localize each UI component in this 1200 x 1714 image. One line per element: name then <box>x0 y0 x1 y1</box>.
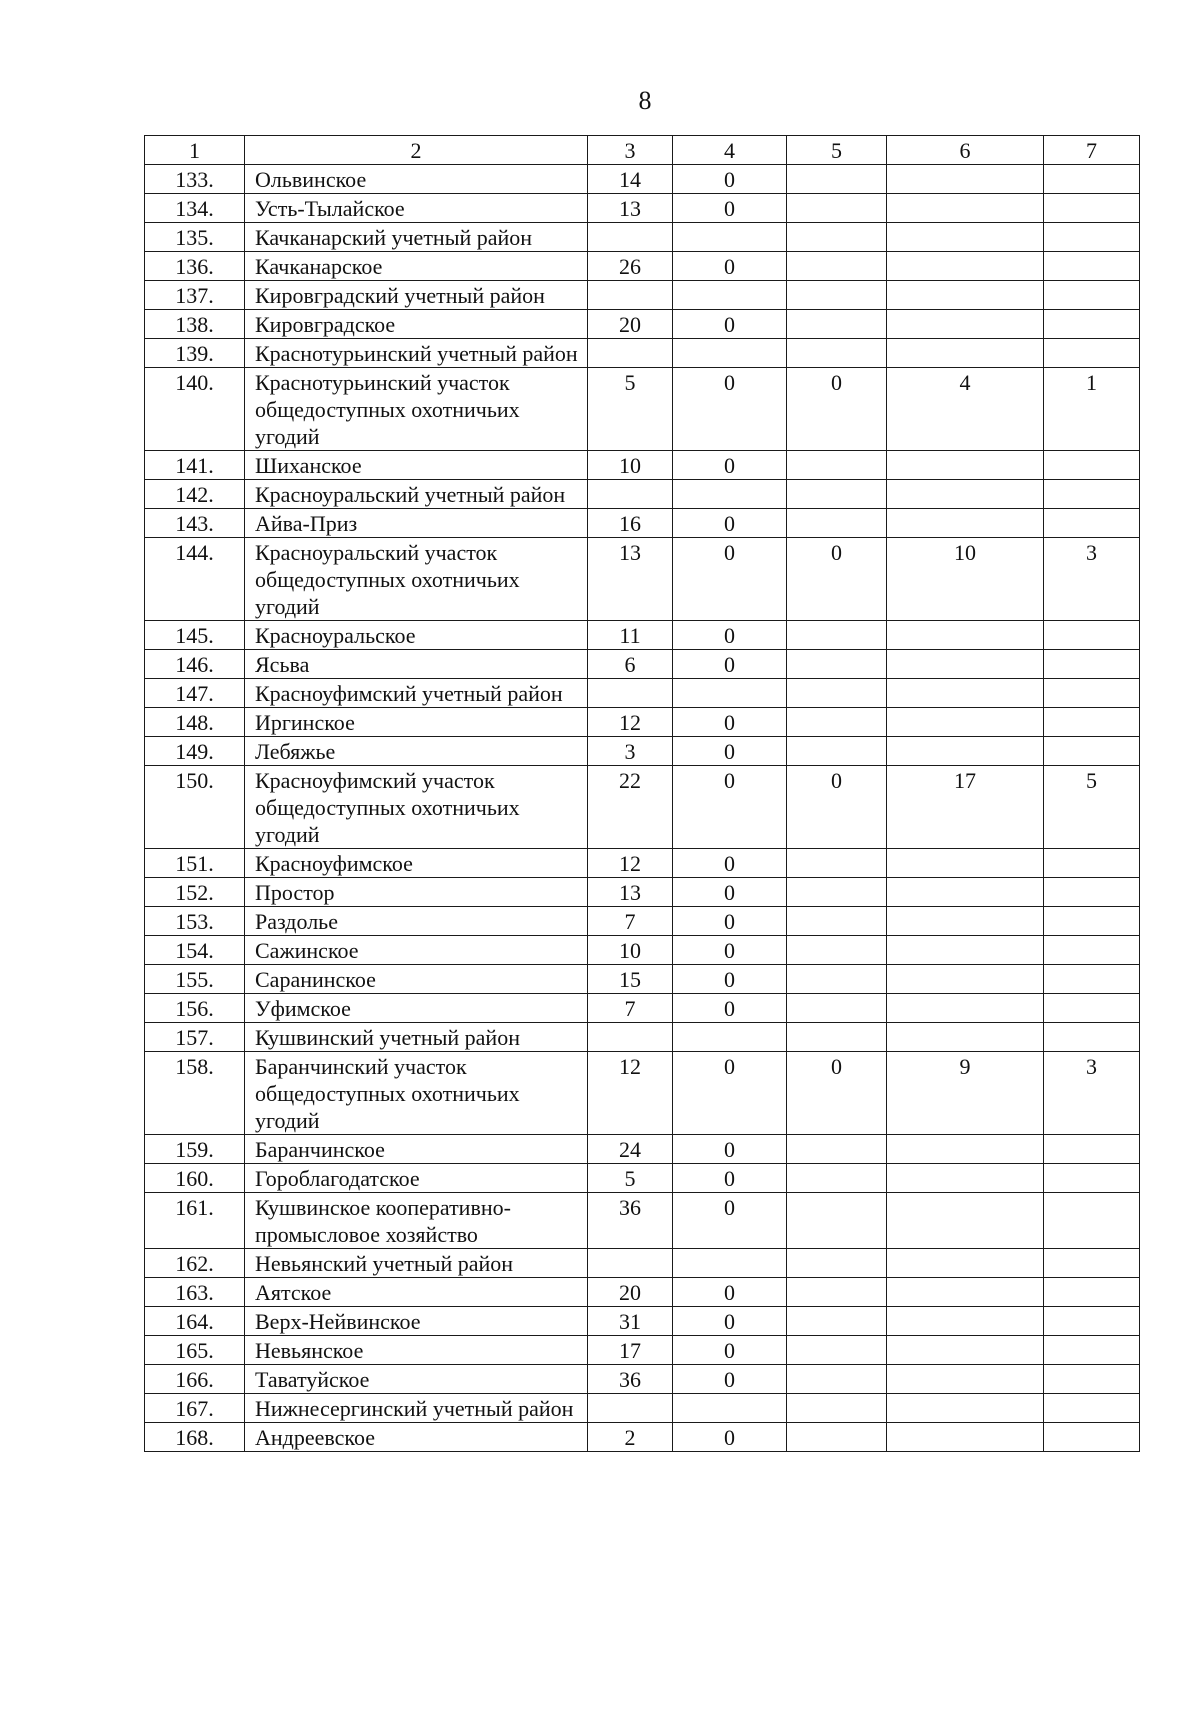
value-cell-col7 <box>1044 165 1140 194</box>
value-cell-col4 <box>673 281 787 310</box>
value-cell-col7 <box>1044 1307 1140 1336</box>
value-cell-col3: 36 <box>588 1193 673 1249</box>
table-row <box>145 878 1140 907</box>
value-cell-col4: 0 <box>673 907 787 936</box>
row-number-cell: 145. <box>145 621 245 650</box>
row-number-cell: 165. <box>145 1336 245 1365</box>
table-row <box>145 965 1140 994</box>
value-cell-col5 <box>787 621 887 650</box>
value-cell-col6 <box>887 1023 1044 1052</box>
value-cell-col7 <box>1044 1423 1140 1452</box>
row-number-cell: 137. <box>145 281 245 310</box>
value-cell-col5 <box>787 849 887 878</box>
table-row <box>145 1278 1140 1307</box>
value-cell-col6 <box>887 1307 1044 1336</box>
table-row <box>145 936 1140 965</box>
value-cell-col7 <box>1044 621 1140 650</box>
area-name-cell: Красноуфимское <box>245 849 588 878</box>
value-cell-col6: 4 <box>887 368 1044 451</box>
column-header: 7 <box>1044 136 1140 165</box>
value-cell-col7 <box>1044 708 1140 737</box>
row-number-cell: 158. <box>145 1052 245 1135</box>
area-name-cell: Гороблагодатское <box>245 1164 588 1193</box>
value-cell-col5 <box>787 650 887 679</box>
value-cell-col7: 3 <box>1044 538 1140 621</box>
table-row <box>145 1336 1140 1365</box>
row-number-cell: 141. <box>145 451 245 480</box>
area-name-cell: Кировградский учетный район <box>245 281 588 310</box>
value-cell-col7 <box>1044 965 1140 994</box>
value-cell-col4: 0 <box>673 252 787 281</box>
area-name-cell: Качканарский учетный район <box>245 223 588 252</box>
value-cell-col5 <box>787 907 887 936</box>
value-cell-col7 <box>1044 1336 1140 1365</box>
row-number-cell: 161. <box>145 1193 245 1249</box>
row-number-cell: 144. <box>145 538 245 621</box>
table-row <box>145 849 1140 878</box>
value-cell-col7 <box>1044 194 1140 223</box>
value-cell-col3 <box>588 679 673 708</box>
row-number-cell: 167. <box>145 1394 245 1423</box>
row-number-cell: 143. <box>145 509 245 538</box>
row-number-cell: 138. <box>145 310 245 339</box>
table-row <box>145 679 1140 708</box>
value-cell-col4: 0 <box>673 1278 787 1307</box>
value-cell-col7 <box>1044 907 1140 936</box>
value-cell-col3 <box>588 1023 673 1052</box>
row-number-cell: 156. <box>145 994 245 1023</box>
row-number-cell: 135. <box>145 223 245 252</box>
table-row <box>145 538 1140 621</box>
value-cell-col5 <box>787 509 887 538</box>
value-cell-col6 <box>887 621 1044 650</box>
value-cell-col5 <box>787 878 887 907</box>
value-cell-col6 <box>887 994 1044 1023</box>
row-number-cell: 136. <box>145 252 245 281</box>
row-number-cell: 154. <box>145 936 245 965</box>
value-cell-col4: 0 <box>673 1135 787 1164</box>
value-cell-col6 <box>887 1193 1044 1249</box>
value-cell-col3: 12 <box>588 1052 673 1135</box>
value-cell-col7 <box>1044 737 1140 766</box>
value-cell-col3: 16 <box>588 509 673 538</box>
table-row <box>145 310 1140 339</box>
row-number-cell: 160. <box>145 1164 245 1193</box>
value-cell-col6: 10 <box>887 538 1044 621</box>
value-cell-col4: 0 <box>673 165 787 194</box>
table-row <box>145 708 1140 737</box>
value-cell-col3: 17 <box>588 1336 673 1365</box>
value-cell-col3: 24 <box>588 1135 673 1164</box>
area-name-cell: Верх-Нейвинское <box>245 1307 588 1336</box>
value-cell-col5 <box>787 339 887 368</box>
area-name-cell: Иргинское <box>245 708 588 737</box>
table-row <box>145 650 1140 679</box>
value-cell-col4: 0 <box>673 1164 787 1193</box>
value-cell-col6 <box>887 252 1044 281</box>
value-cell-col6: 9 <box>887 1052 1044 1135</box>
value-cell-col4: 0 <box>673 766 787 849</box>
table-row <box>145 907 1140 936</box>
area-name-cell: Шиханское <box>245 451 588 480</box>
area-name-cell: Аятское <box>245 1278 588 1307</box>
value-cell-col5 <box>787 1249 887 1278</box>
area-name-cell: Кушвинский учетный район <box>245 1023 588 1052</box>
value-cell-col3 <box>588 339 673 368</box>
value-cell-col5 <box>787 310 887 339</box>
value-cell-col7 <box>1044 509 1140 538</box>
value-cell-col6 <box>887 223 1044 252</box>
value-cell-col4 <box>673 223 787 252</box>
row-number-cell: 153. <box>145 907 245 936</box>
row-number-cell: 147. <box>145 679 245 708</box>
value-cell-col4: 0 <box>673 936 787 965</box>
value-cell-col5: 0 <box>787 538 887 621</box>
value-cell-col3: 12 <box>588 708 673 737</box>
value-cell-col6 <box>887 480 1044 509</box>
area-name-cell: Уфимское <box>245 994 588 1023</box>
value-cell-col5 <box>787 737 887 766</box>
table-row <box>145 223 1140 252</box>
area-name-cell: Нижнесергинский учетный район <box>245 1394 588 1423</box>
value-cell-col4: 0 <box>673 737 787 766</box>
row-number-cell: 159. <box>145 1135 245 1164</box>
value-cell-col6 <box>887 1394 1044 1423</box>
value-cell-col7 <box>1044 1164 1140 1193</box>
value-cell-col5 <box>787 1193 887 1249</box>
value-cell-col7 <box>1044 994 1140 1023</box>
value-cell-col7 <box>1044 480 1140 509</box>
column-header: 2 <box>245 136 588 165</box>
value-cell-col5: 0 <box>787 1052 887 1135</box>
value-cell-col7: 3 <box>1044 1052 1140 1135</box>
value-cell-col5 <box>787 708 887 737</box>
area-name-cell: Кушвинское кооперативно-промысловое хозяйство <box>245 1193 588 1249</box>
value-cell-col4 <box>673 1249 787 1278</box>
value-cell-col7 <box>1044 849 1140 878</box>
area-name-cell: Простор <box>245 878 588 907</box>
value-cell-col6 <box>887 281 1044 310</box>
value-cell-col6 <box>887 451 1044 480</box>
value-cell-col3 <box>588 1394 673 1423</box>
value-cell-col6 <box>887 1336 1044 1365</box>
table-row <box>145 1249 1140 1278</box>
value-cell-col4: 0 <box>673 1052 787 1135</box>
value-cell-col4: 0 <box>673 310 787 339</box>
row-number-cell: 134. <box>145 194 245 223</box>
area-name-cell: Красноуфимский участок общедоступных охотничьих угодий <box>245 766 588 849</box>
value-cell-col3: 13 <box>588 538 673 621</box>
table-row <box>145 1164 1140 1193</box>
value-cell-col5 <box>787 994 887 1023</box>
row-number-cell: 150. <box>145 766 245 849</box>
value-cell-col4: 0 <box>673 650 787 679</box>
value-cell-col5 <box>787 252 887 281</box>
value-cell-col6: 17 <box>887 766 1044 849</box>
row-number-cell: 162. <box>145 1249 245 1278</box>
row-number-cell: 168. <box>145 1423 245 1452</box>
area-name-cell: Баранчинский участок общедоступных охотничьих угодий <box>245 1052 588 1135</box>
value-cell-col3: 15 <box>588 965 673 994</box>
value-cell-col6 <box>887 1423 1044 1452</box>
area-name-cell: Раздолье <box>245 907 588 936</box>
value-cell-col7 <box>1044 310 1140 339</box>
area-name-cell: Ясьва <box>245 650 588 679</box>
table-row <box>145 994 1140 1023</box>
table-row <box>145 252 1140 281</box>
row-number-cell: 142. <box>145 480 245 509</box>
table-row <box>145 281 1140 310</box>
value-cell-col4 <box>673 480 787 509</box>
value-cell-col7 <box>1044 252 1140 281</box>
page-number: 8 <box>638 86 652 115</box>
area-name-cell: Кировградское <box>245 310 588 339</box>
value-cell-col7: 5 <box>1044 766 1140 849</box>
value-cell-col4: 0 <box>673 1423 787 1452</box>
value-cell-col7 <box>1044 281 1140 310</box>
value-cell-col6 <box>887 1135 1044 1164</box>
table-row <box>145 1394 1140 1423</box>
table-row <box>145 1365 1140 1394</box>
value-cell-col5 <box>787 1278 887 1307</box>
table-row <box>145 1052 1140 1135</box>
value-cell-col7 <box>1044 679 1140 708</box>
value-cell-col7 <box>1044 1193 1140 1249</box>
table-row <box>145 1023 1140 1052</box>
value-cell-col4: 0 <box>673 621 787 650</box>
table-row <box>145 1135 1140 1164</box>
value-cell-col5 <box>787 1023 887 1052</box>
area-name-cell: Красноуральский учетный район <box>245 480 588 509</box>
value-cell-col7 <box>1044 878 1140 907</box>
table-row <box>145 1193 1140 1249</box>
value-cell-col5 <box>787 1394 887 1423</box>
value-cell-col3: 10 <box>588 936 673 965</box>
value-cell-col4: 0 <box>673 1365 787 1394</box>
area-name-cell: Невьянский учетный район <box>245 1249 588 1278</box>
value-cell-col5 <box>787 1135 887 1164</box>
table-row <box>145 451 1140 480</box>
value-cell-col4: 0 <box>673 994 787 1023</box>
value-cell-col3 <box>588 223 673 252</box>
value-cell-col6 <box>887 965 1044 994</box>
value-cell-col3 <box>588 281 673 310</box>
value-cell-col7 <box>1044 1249 1140 1278</box>
row-number-cell: 163. <box>145 1278 245 1307</box>
value-cell-col7 <box>1044 1135 1140 1164</box>
hunting-grounds-table <box>144 135 1140 1452</box>
area-name-cell: Красноуфимский учетный район <box>245 679 588 708</box>
area-name-cell: Айва-Приз <box>245 509 588 538</box>
value-cell-col5 <box>787 1164 887 1193</box>
table-row <box>145 766 1140 849</box>
value-cell-col6 <box>887 907 1044 936</box>
area-name-cell: Ольвинское <box>245 165 588 194</box>
row-number-cell: 155. <box>145 965 245 994</box>
area-name-cell: Краснотурьинский участок общедоступных охотничьих угодий <box>245 368 588 451</box>
value-cell-col6 <box>887 310 1044 339</box>
row-number-cell: 166. <box>145 1365 245 1394</box>
value-cell-col4: 0 <box>673 1336 787 1365</box>
value-cell-col6 <box>887 878 1044 907</box>
table-row <box>145 509 1140 538</box>
table-row <box>145 1423 1140 1452</box>
value-cell-col5 <box>787 281 887 310</box>
area-name-cell: Краснотурьинский учетный район <box>245 339 588 368</box>
value-cell-col7 <box>1044 223 1140 252</box>
area-name-cell: Красноуральский участок общедоступных охотничьих угодий <box>245 538 588 621</box>
value-cell-col5 <box>787 451 887 480</box>
value-cell-col6 <box>887 708 1044 737</box>
value-cell-col7 <box>1044 339 1140 368</box>
value-cell-col4: 0 <box>673 368 787 451</box>
table-row <box>145 1307 1140 1336</box>
table-row <box>145 621 1140 650</box>
value-cell-col3: 20 <box>588 1278 673 1307</box>
value-cell-col4 <box>673 1394 787 1423</box>
column-header: 3 <box>588 136 673 165</box>
value-cell-col3: 5 <box>588 1164 673 1193</box>
value-cell-col7 <box>1044 1365 1140 1394</box>
value-cell-col6 <box>887 849 1044 878</box>
value-cell-col3: 11 <box>588 621 673 650</box>
area-name-cell: Саранинское <box>245 965 588 994</box>
column-header: 5 <box>787 136 887 165</box>
value-cell-col3: 5 <box>588 368 673 451</box>
table-row <box>145 165 1140 194</box>
column-header: 4 <box>673 136 787 165</box>
area-name-cell: Баранчинское <box>245 1135 588 1164</box>
value-cell-col4: 0 <box>673 538 787 621</box>
value-cell-col4 <box>673 1023 787 1052</box>
table-row <box>145 368 1140 451</box>
value-cell-col5 <box>787 1365 887 1394</box>
value-cell-col5 <box>787 480 887 509</box>
value-cell-col4 <box>673 339 787 368</box>
value-cell-col3: 13 <box>588 194 673 223</box>
value-cell-col4: 0 <box>673 451 787 480</box>
value-cell-col3: 10 <box>588 451 673 480</box>
row-number-cell: 151. <box>145 849 245 878</box>
value-cell-col7: 1 <box>1044 368 1140 451</box>
value-cell-col6 <box>887 679 1044 708</box>
area-name-cell: Усть-Тылайское <box>245 194 588 223</box>
value-cell-col5 <box>787 1336 887 1365</box>
column-header: 1 <box>145 136 245 165</box>
area-name-cell: Таватуйское <box>245 1365 588 1394</box>
row-number-cell: 164. <box>145 1307 245 1336</box>
row-number-cell: 152. <box>145 878 245 907</box>
row-number-cell: 148. <box>145 708 245 737</box>
area-name-cell: Красноуральское <box>245 621 588 650</box>
value-cell-col6 <box>887 165 1044 194</box>
area-name-cell: Сажинское <box>245 936 588 965</box>
value-cell-col3: 7 <box>588 994 673 1023</box>
value-cell-col3: 13 <box>588 878 673 907</box>
value-cell-col4: 0 <box>673 878 787 907</box>
table-header-row <box>145 136 1140 165</box>
value-cell-col6 <box>887 1278 1044 1307</box>
value-cell-col6 <box>887 1164 1044 1193</box>
value-cell-col4: 0 <box>673 509 787 538</box>
value-cell-col4: 0 <box>673 965 787 994</box>
value-cell-col5 <box>787 1423 887 1452</box>
table-row <box>145 194 1140 223</box>
value-cell-col3: 6 <box>588 650 673 679</box>
row-number-cell: 146. <box>145 650 245 679</box>
value-cell-col4: 0 <box>673 1307 787 1336</box>
value-cell-col7 <box>1044 1023 1140 1052</box>
value-cell-col5 <box>787 165 887 194</box>
value-cell-col6 <box>887 650 1044 679</box>
value-cell-col7 <box>1044 1278 1140 1307</box>
value-cell-col3: 14 <box>588 165 673 194</box>
value-cell-col5: 0 <box>787 368 887 451</box>
value-cell-col3: 7 <box>588 907 673 936</box>
value-cell-col4: 0 <box>673 194 787 223</box>
value-cell-col4: 0 <box>673 849 787 878</box>
value-cell-col3: 3 <box>588 737 673 766</box>
value-cell-col5 <box>787 965 887 994</box>
area-name-cell: Андреевское <box>245 1423 588 1452</box>
value-cell-col5 <box>787 936 887 965</box>
row-number-cell: 157. <box>145 1023 245 1052</box>
value-cell-col6 <box>887 1249 1044 1278</box>
row-number-cell: 139. <box>145 339 245 368</box>
value-cell-col4: 0 <box>673 1193 787 1249</box>
row-number-cell: 140. <box>145 368 245 451</box>
value-cell-col7 <box>1044 451 1140 480</box>
column-header: 6 <box>887 136 1044 165</box>
value-cell-col6 <box>887 509 1044 538</box>
table-row <box>145 480 1140 509</box>
value-cell-col3: 12 <box>588 849 673 878</box>
value-cell-col6 <box>887 194 1044 223</box>
value-cell-col3: 36 <box>588 1365 673 1394</box>
value-cell-col6 <box>887 936 1044 965</box>
value-cell-col5 <box>787 1307 887 1336</box>
value-cell-col5 <box>787 679 887 708</box>
area-name-cell: Лебяжье <box>245 737 588 766</box>
value-cell-col4: 0 <box>673 708 787 737</box>
value-cell-col5: 0 <box>787 766 887 849</box>
value-cell-col7 <box>1044 936 1140 965</box>
value-cell-col6 <box>887 737 1044 766</box>
value-cell-col3 <box>588 1249 673 1278</box>
area-name-cell: Качканарское <box>245 252 588 281</box>
value-cell-col3: 22 <box>588 766 673 849</box>
area-name-cell: Невьянское <box>245 1336 588 1365</box>
value-cell-col7 <box>1044 1394 1140 1423</box>
value-cell-col5 <box>787 194 887 223</box>
value-cell-col3: 20 <box>588 310 673 339</box>
row-number-cell: 133. <box>145 165 245 194</box>
value-cell-col3: 2 <box>588 1423 673 1452</box>
value-cell-col3: 26 <box>588 252 673 281</box>
value-cell-col7 <box>1044 650 1140 679</box>
value-cell-col3: 31 <box>588 1307 673 1336</box>
value-cell-col5 <box>787 223 887 252</box>
value-cell-col6 <box>887 339 1044 368</box>
table-row <box>145 737 1140 766</box>
value-cell-col3 <box>588 480 673 509</box>
row-number-cell: 149. <box>145 737 245 766</box>
table-body <box>145 165 1140 1452</box>
value-cell-col6 <box>887 1365 1044 1394</box>
value-cell-col4 <box>673 679 787 708</box>
table-row <box>145 339 1140 368</box>
